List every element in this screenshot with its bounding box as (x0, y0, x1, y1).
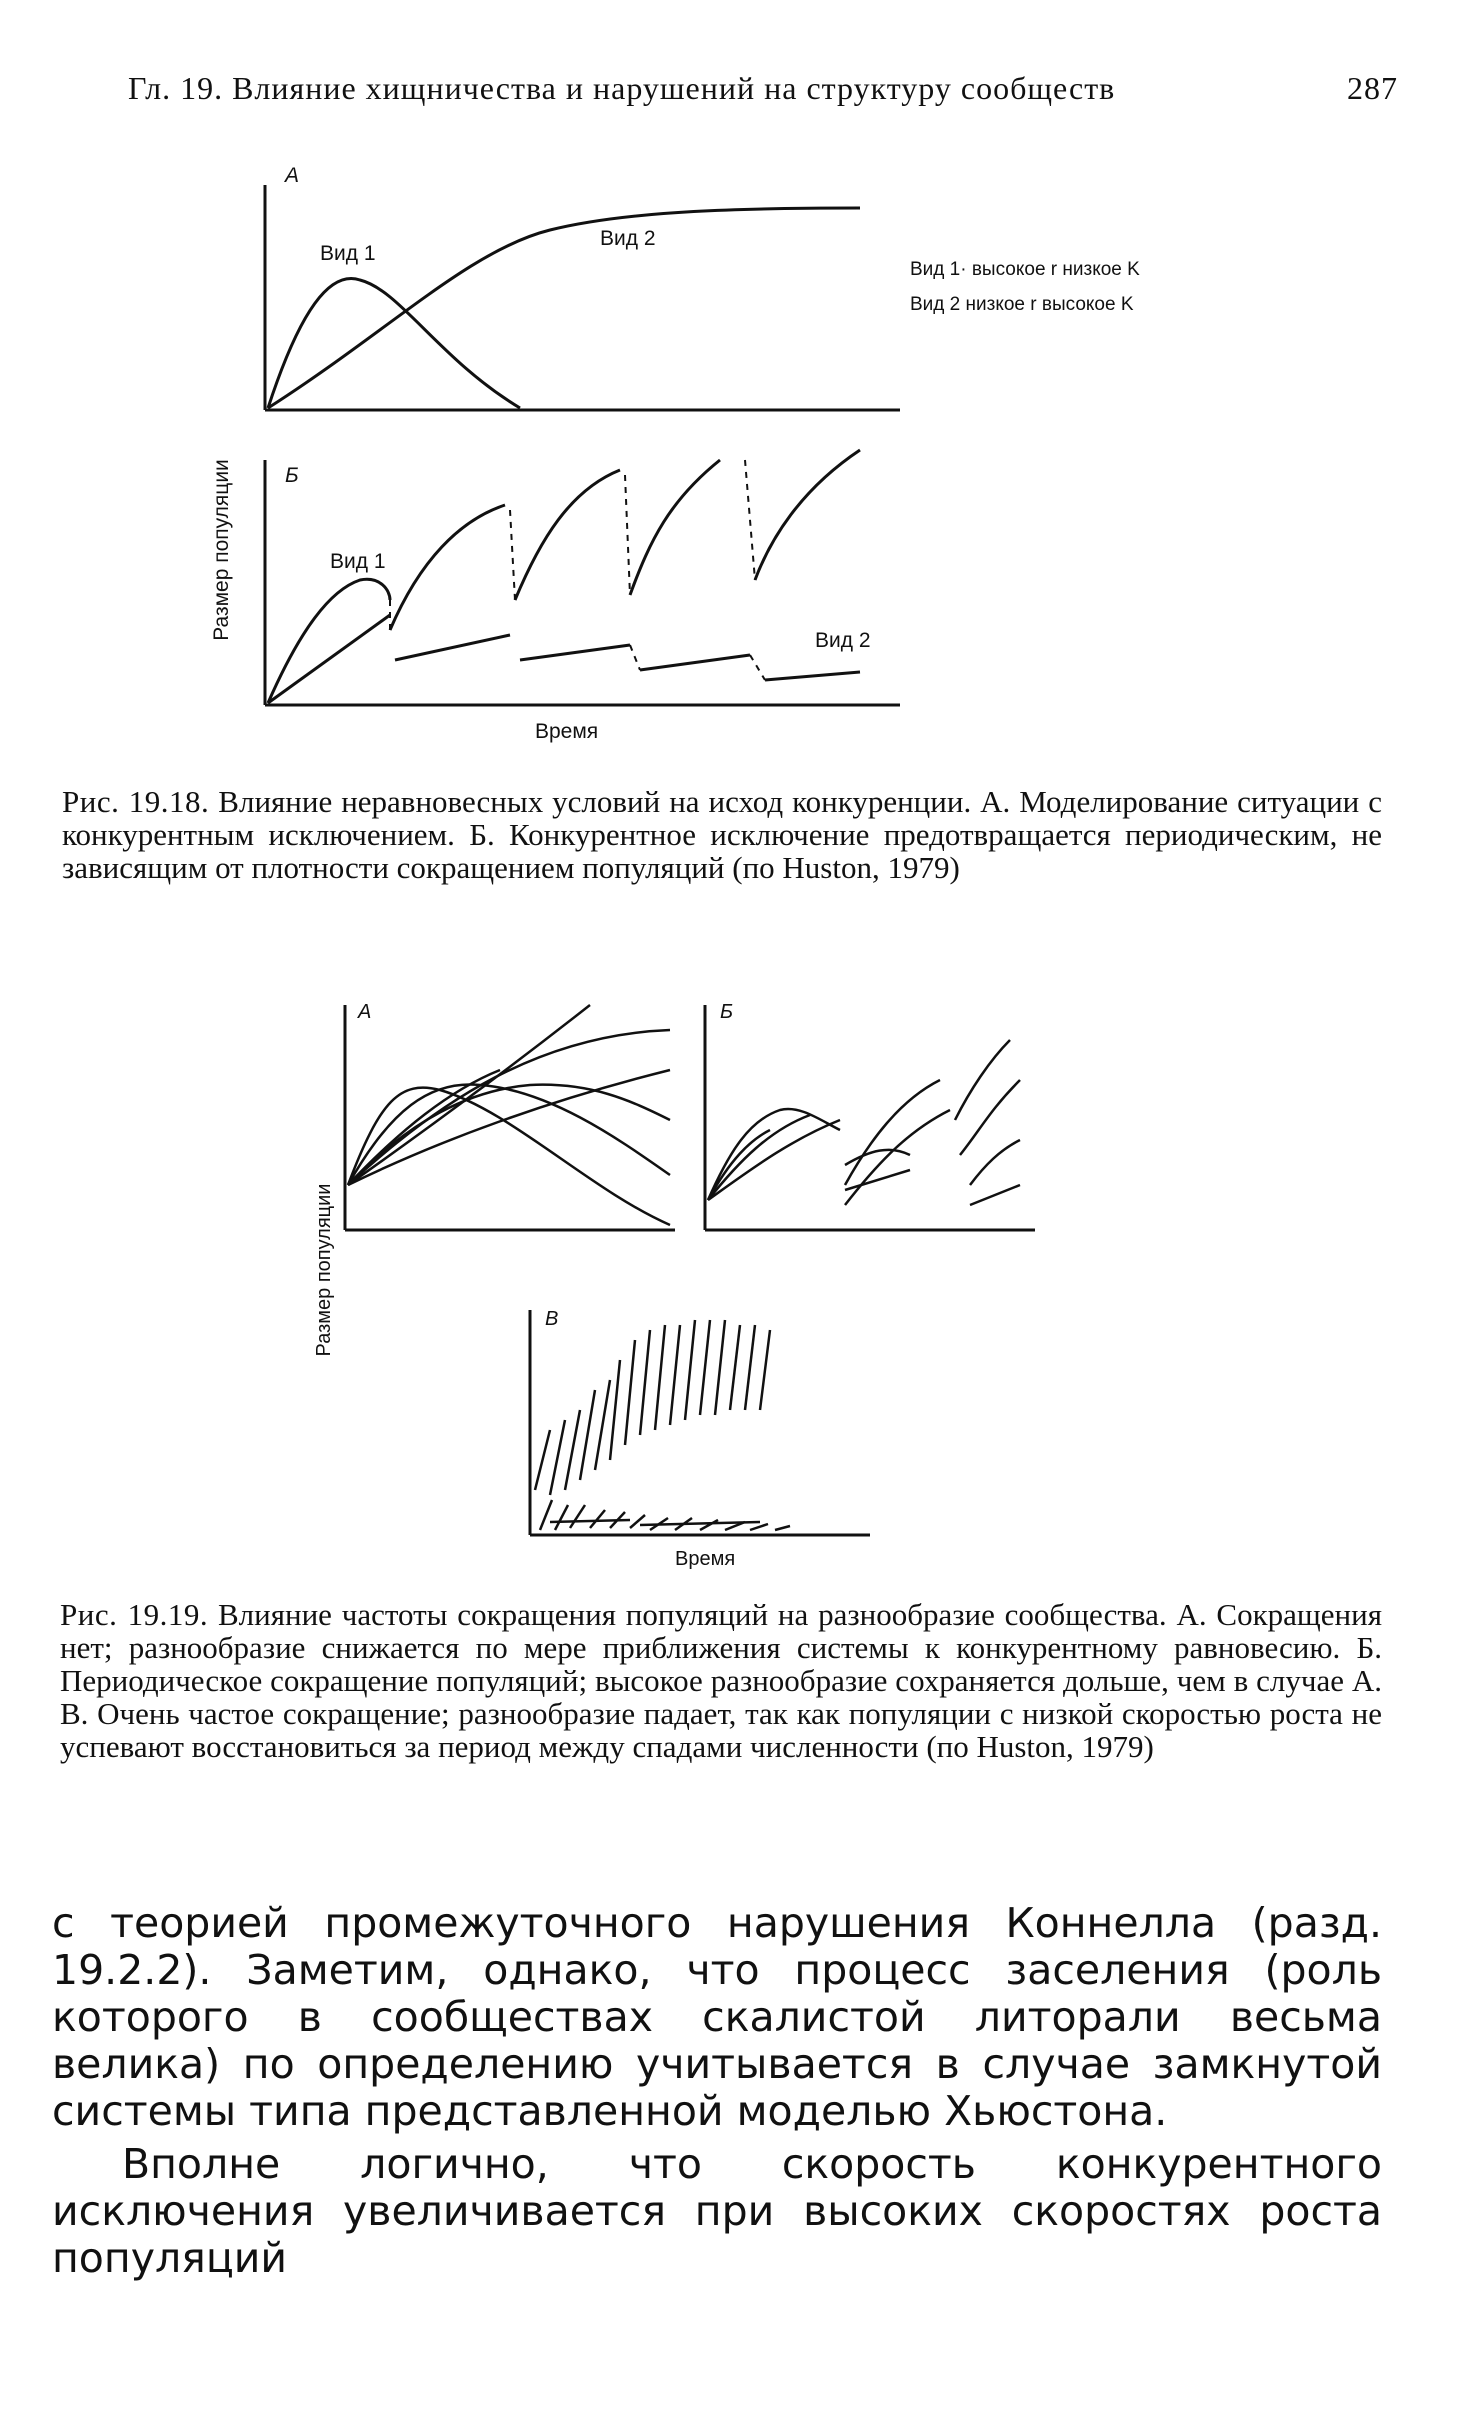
panel-a-curve (348, 1088, 670, 1225)
page-number: 287 (1347, 70, 1398, 106)
panel-a-letter: А (285, 164, 300, 187)
panel-a-species1-curve (268, 279, 520, 408)
panel-b-letter: Б (720, 1001, 734, 1023)
panel-a-curve (348, 1085, 670, 1185)
panel-b-disturbance-line (745, 460, 755, 580)
panel-b-disturbance-line (630, 645, 640, 670)
panel-b-disturbance-line (510, 510, 515, 600)
panel-c-letter: В (545, 1308, 559, 1330)
panel-b-species1-label: Вид 1 (330, 550, 386, 573)
body-text (52, 1900, 1382, 2282)
panel-b-curve (845, 1150, 910, 1165)
panel-a-species1-label: Вид 1 (320, 242, 376, 265)
panel-b-species2-curve (520, 645, 630, 660)
panel-b-curve (845, 1170, 910, 1190)
panel-b-species1-curve (630, 460, 720, 595)
panel-b-curve (970, 1140, 1020, 1185)
figure-19-18-svg (190, 160, 1290, 760)
panel-a-letter: А (358, 1001, 372, 1023)
panel-c-spikes (535, 1320, 790, 1530)
panel-a-species2-curve (268, 208, 860, 408)
panel-b-species1-curve (268, 579, 390, 703)
caption-19-18-label: Рис. 19.18. (62, 784, 210, 819)
panel-b-species2-curve (640, 655, 750, 670)
running-title: Гл. 19. Влияние хищничества и нарушений на структуру сообществ (128, 70, 1116, 106)
panel-a-curve (348, 1005, 590, 1185)
panel-b-disturbance-line (625, 475, 630, 595)
panel-b-species2-curve (268, 615, 390, 703)
panel-a-species2-label: Вид 2 (600, 227, 656, 250)
figure-19-18 (190, 160, 1290, 760)
caption-19-19-label: Рис. 19.19. (60, 1597, 209, 1632)
figure-19-18-ylabel: Размер популяции (210, 459, 233, 641)
caption-19-19-text: Влияние частоты сокращения популяций на разнообразие сообщества. А. Сокращения нет; разнообразие снижается по мере приближения системы к конкурентному равновесию. Б. Периодическое сокращение популяций; высокое разнообразие сохраняется дольше, чем в случае А. В. Очень частое сокращение; разнообразие падает, так как популяции с низкой скоростью роста не успевают восстановиться за период между спадами численности (по Huston, 1979) (60, 1597, 1382, 1764)
panel-b-letter: Б (285, 464, 299, 487)
caption-19-18-text: Влияние неравновесных условий на исход конкуренции. А. Моделирование ситуации с конкурентным исключением. Б. Конкурентное исключение предотвращается периодическим, не зависящим от плотности сокращением популяций (по Huston, 1979) (62, 784, 1382, 885)
figure-19-19-svg (290, 990, 1070, 1570)
body-paragraph-2: Вполне логично, что скорость конкурентного исключения увеличивается при высоких скоростях роста популяций (52, 2140, 1382, 2282)
panel-b-species1-curve (755, 450, 860, 580)
panel-b-curve (845, 1080, 940, 1185)
panel-b-species2-curve (395, 635, 510, 660)
panel-a-legend-line: Вид 1· высокое r низкое K (910, 259, 1140, 280)
running-header (128, 70, 1398, 107)
panel-b-species1-curve (515, 470, 620, 600)
panel-b-curve (708, 1115, 810, 1200)
panel-b-curve (970, 1185, 1020, 1205)
panel-b-species2-label: Вид 2 (815, 629, 871, 652)
caption-19-18 (62, 785, 1382, 884)
figure-19-19-xlabel: Время (675, 1548, 736, 1570)
panel-b-disturbance-line (750, 655, 765, 680)
panel-b-curve (955, 1040, 1010, 1120)
caption-19-19 (60, 1598, 1382, 1763)
panel-a-legend-line: Вид 2 низкое r высокое K (910, 294, 1134, 315)
panel-b-species1-curve (390, 505, 505, 630)
body-paragraph-1: с теорией промежуточного нарушения Коннелла (разд. 19.2.2). Заметим, однако, что процесс заселения (роль которого в сообществах скалистой литорали весьма велика) по определению учитывается в случае замкнутой системы типа представленной моделью Хьюстона. (52, 1899, 1382, 2135)
panel-b-species2-curve (765, 672, 860, 680)
figure-19-19 (290, 990, 1070, 1570)
figure-19-19-ylabel: Размер популяции (313, 1183, 335, 1357)
figure-19-18-xlabel: Время (535, 720, 599, 743)
